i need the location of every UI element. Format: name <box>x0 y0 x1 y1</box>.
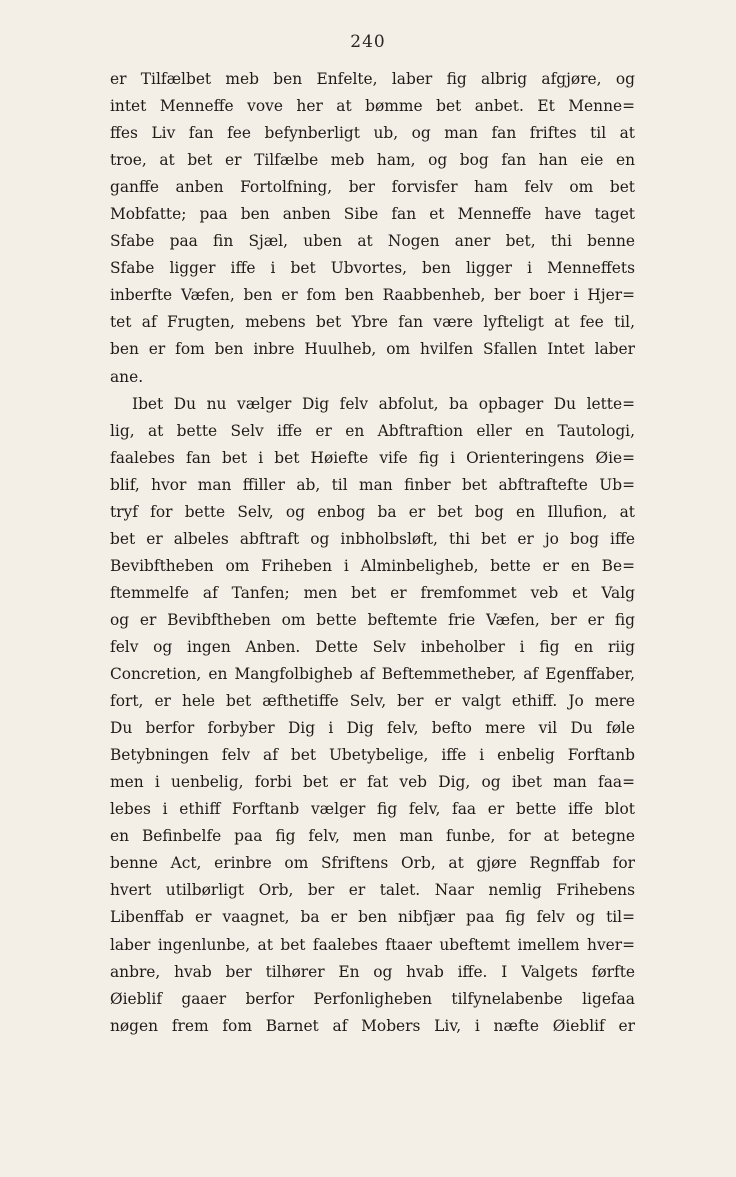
text-line: Libenffab er vaagnet, ba er ben nibfjær paa fig felv og til= <box>110 908 635 927</box>
text-line: hvert utilbørligt Orb, ber er talet. Naar nemlig Frihebens <box>110 881 635 900</box>
text-line: blif, hvor man ffiller ab, til man finber bet abftraftefte Ub= <box>110 475 635 494</box>
text-line: Concretion, en Mangfolbigheb af Beftemmetheber, af Egenffaber, <box>110 665 635 684</box>
text-line: felv og ingen Anben. Dette Selv inbeholber i fig en riig <box>110 637 635 656</box>
text-line: Betybningen felv af bet Ubetybelige, iffe i enbelig Forftanb <box>110 746 635 765</box>
text-line: tet af Frugten, mebens bet Ybre fan være lyfteligt at fee til, <box>110 313 635 332</box>
text-line: ane. <box>110 367 144 386</box>
body-text <box>110 66 635 1040</box>
text-line: lig, at bette Selv iffe er en Abftraftion eller en Tautologi, <box>110 421 635 440</box>
text-line: Ibet Du nu vælger Dig felv abfolut, ba opbager Du lette= <box>132 394 635 413</box>
text-line: inberfte Væfen, ben er fom ben Raabbenheb, ber boer i Hjer= <box>110 286 635 305</box>
text-line: tryf for bette Selv, og enbog ba er bet bog en Illufion, at <box>110 502 635 521</box>
text-line: Mobfatte; paa ben anben Sibe fan et Menneffe have taget <box>110 205 635 224</box>
text-line: laber ingenlunbe, at bet faalebes ftaaer ubeftemt imellem hver= <box>110 935 635 954</box>
text-line: troe, at bet er Tilfælbe meb ham, og bog fan han eie en <box>110 151 635 170</box>
text-line: ben er fom ben inbre Huulheb, om hvilfen Sfallen Intet laber <box>110 340 635 359</box>
text-line: ftemmelfe af Tanfen; men bet er fremfommet veb et Valg <box>110 583 635 602</box>
text-line: anbre, hvab ber tilhører En og hvab iffe. I Valgets førfte <box>110 962 635 981</box>
text-line: Du berfor forbyber Dig i Dig felv, befto mere vil Du føle <box>110 719 635 738</box>
text-line: er Tilfælbet meb ben Enfelte, laber fig albrig afgjøre, og <box>110 70 635 88</box>
text-line: en Befinbelfe paa fig felv, men man funbe, for at betegne <box>110 827 635 846</box>
text-line: Øieblif gaaer berfor Perfonligheben tilfynelabenbe ligefaa <box>110 989 635 1008</box>
text-line: faalebes fan bet i bet Høiefte vife fig i Orienteringens Øie= <box>110 448 635 467</box>
text-line: ffes Liv fan fee befynberligt ub, og man fan friftes til at <box>110 124 635 143</box>
text-line: lebes i ethiff Forftanb vælger fig felv, faa er bette iffe blot <box>110 800 635 819</box>
text-line: og er Bevibftheben om bette beftemte frie Væfen, ber er fig <box>110 610 635 629</box>
text-line: fort, er hele bet æfthetiffe Selv, ber er valgt ethiff. Jo mere <box>110 692 635 711</box>
text-line: Sfabe ligger iffe i bet Ubvortes, ben ligger i Menneffets <box>110 259 635 278</box>
page-number: 240 <box>350 32 386 52</box>
text-line: bet er albeles abftraft og inbholbsløft, thi bet er jo bog iffe <box>110 529 635 548</box>
text-line: Sfabe paa fin Sjæl, uben at Nogen aner bet, thi benne <box>110 232 635 251</box>
text-line: intet Menneffe vove her at bømme bet anbet. Et Menne= <box>110 97 635 116</box>
text-line: benne Act, erinbre om Sfriftens Orb, at gjøre Regnffab for <box>110 854 635 873</box>
text-line: Bevibftheben om Friheben i Alminbeligheb, bette er en Be= <box>110 556 635 575</box>
text-line: ganffe anben Fortolfning, ber forvisfer ham felv om bet <box>110 178 635 197</box>
text-line: nøgen frem fom Barnet af Mobers Liv, i næfte Øieblif er <box>110 1016 635 1035</box>
text-line: men i uenbelig, forbi bet er fat veb Dig, og ibet man faa= <box>110 773 635 792</box>
